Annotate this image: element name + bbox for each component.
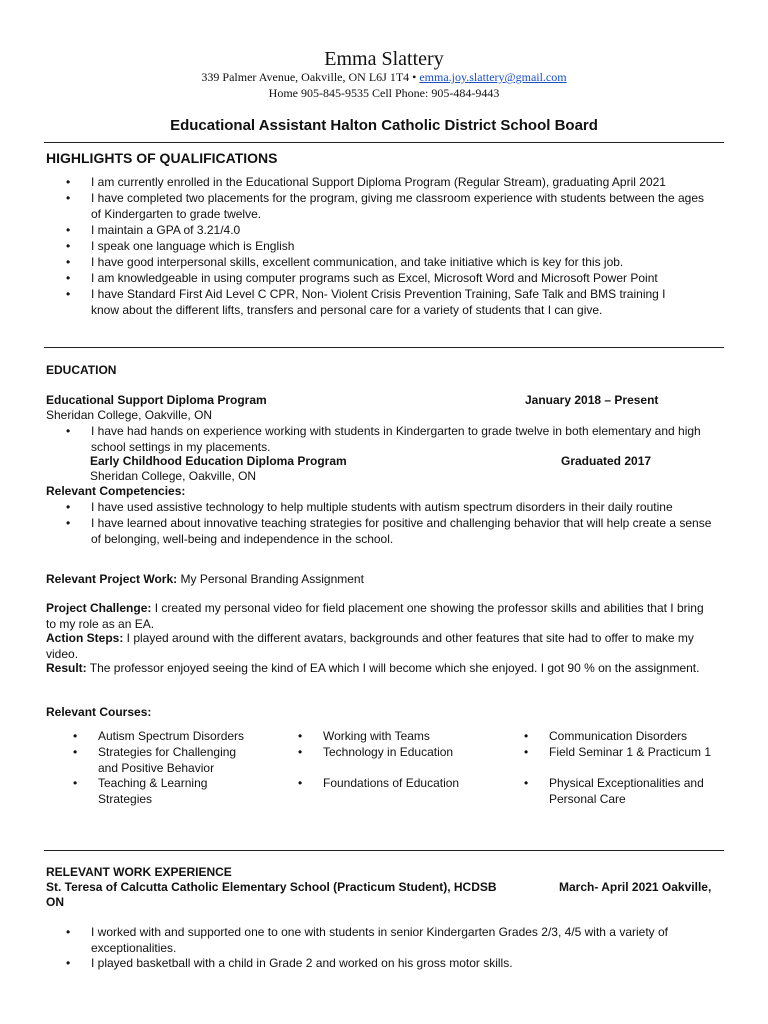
work-heading: RELEVANT WORK EXPERIENCE <box>46 865 232 879</box>
list-item: • I am knowledgeable in using computer programs such as Excel, Microsoft Word and Microsoft Power Point <box>66 270 716 286</box>
list-item: • Working with Teams <box>298 729 523 745</box>
work-bullets <box>66 925 716 972</box>
list-item: • I worked with and supported one to one with students in senior Kindergarten Grades 2/3, 4/5 with a variety of exceptionalities. <box>66 925 716 956</box>
program-school: Sheridan College, Oakville, ON <box>46 408 213 422</box>
courses-label: Relevant Courses: <box>46 705 152 719</box>
list-item: • Communication Disorders <box>524 729 739 745</box>
address-text: 339 Palmer Avenue, Oakville, ON L6J 1T4 • <box>201 70 417 84</box>
list-item: • I played basketball with a child in Grade 2 and worked on his gross motor skills. <box>66 956 716 972</box>
action-steps-value: I played around with the different avatars, backgrounds and other features that site had to offer to make my video. <box>46 631 694 661</box>
list-item: • Strategies for Challenging and Positive Behavior <box>73 745 253 776</box>
divider <box>44 850 724 851</box>
list-item: • Foundations of Education <box>298 776 523 792</box>
job-title: Educational Assistant Halton Catholic District School Board <box>170 117 598 134</box>
project-work-value: My Personal Branding Assignment <box>177 572 364 586</box>
highlights-list <box>66 174 716 318</box>
list-item: • I am currently enrolled in the Educational Support Diploma Program (Regular Stream), graduating April 2021 <box>66 174 716 190</box>
contact-block <box>0 69 768 101</box>
action-steps-label: Action Steps: <box>46 631 124 645</box>
program-dates: January 2018 – Present <box>525 393 659 407</box>
highlights-heading: HIGHLIGHTS OF QUALIFICATIONS <box>46 150 278 166</box>
competencies-list <box>66 499 716 547</box>
result-label: Result: <box>46 661 87 675</box>
list-item: • Field Seminar 1 & Practicum 1 <box>524 745 719 761</box>
program-bullets <box>66 424 716 455</box>
employer: St. Teresa of Calcutta Catholic Elementary School (Practicum Student), HCDSB <box>46 880 497 894</box>
project-challenge-label: Project Challenge: <box>46 601 152 615</box>
program-title: Educational Support Diploma Program <box>46 393 267 407</box>
project-work <box>46 572 364 588</box>
project-challenge-value: I created my personal video for field placement one showing the professor skills and abilities that I bring to my role as an EA. <box>46 601 704 631</box>
list-item: • Teaching & Learning Strategies <box>73 776 253 807</box>
program-dates: Graduated 2017 <box>561 454 652 468</box>
list-item: • I maintain a GPA of 3.21/4.0 <box>66 222 716 238</box>
address-line <box>0 69 768 85</box>
divider <box>44 347 724 348</box>
email-link[interactable]: emma.joy.slattery@gmail.com <box>419 70 567 84</box>
phone-line: Home 905-845-9535 Cell Phone: 905-484-9443 <box>268 86 500 100</box>
education-heading: EDUCATION <box>46 363 117 377</box>
work-location: ON <box>46 895 64 909</box>
result-value: The professor enjoyed seeing the kind of EA which I will become which she enjoyed. I got 90 % on the assignment. <box>86 661 700 675</box>
list-item: • I have had hands on experience working with students in Kindergarten to grade twelve in both elementary and high school settings in my placements. <box>66 424 716 455</box>
project-challenge <box>46 601 716 632</box>
competencies-label: Relevant Competencies: <box>46 484 186 498</box>
divider <box>44 142 724 143</box>
list-item: • I have learned about innovative teaching strategies for positive and challenging behavior that will help create a sense of belonging, well-being and independence in the school. <box>66 515 716 547</box>
list-item: • Physical Exceptionalities and Personal Care <box>524 776 724 807</box>
list-item: • I have used assistive technology to help multiple students with autism spectrum disorders in their daily routine <box>66 499 716 515</box>
list-item: • Autism Spectrum Disorders <box>73 729 268 745</box>
work-dates: March- April 2021 Oakville, <box>559 880 712 894</box>
list-item: • I speak one language which is English <box>66 238 716 254</box>
candidate-name: Emma Slattery <box>324 48 444 70</box>
list-item: • Technology in Education <box>298 745 523 761</box>
program-title: Early Childhood Education Diploma Program <box>90 454 347 468</box>
list-item: • I have completed two placements for the program, giving me classroom experience with students between the ages of Kindergarten to grade twelve. <box>66 190 716 222</box>
list-item: • I have good interpersonal skills, excellent communication, and take initiative which is key for this job. <box>66 254 716 270</box>
list-item: • I have Standard First Aid Level C CPR, Non- Violent Crisis Prevention Training, Safe Talk and BMS training I know about the different lifts, transfers and personal care for a variety of students that I can give. <box>66 286 691 318</box>
project-result <box>46 661 716 677</box>
project-work-label: Relevant Project Work: <box>46 572 178 586</box>
action-steps <box>46 631 716 662</box>
program-school: Sheridan College, Oakville, ON <box>90 469 257 483</box>
